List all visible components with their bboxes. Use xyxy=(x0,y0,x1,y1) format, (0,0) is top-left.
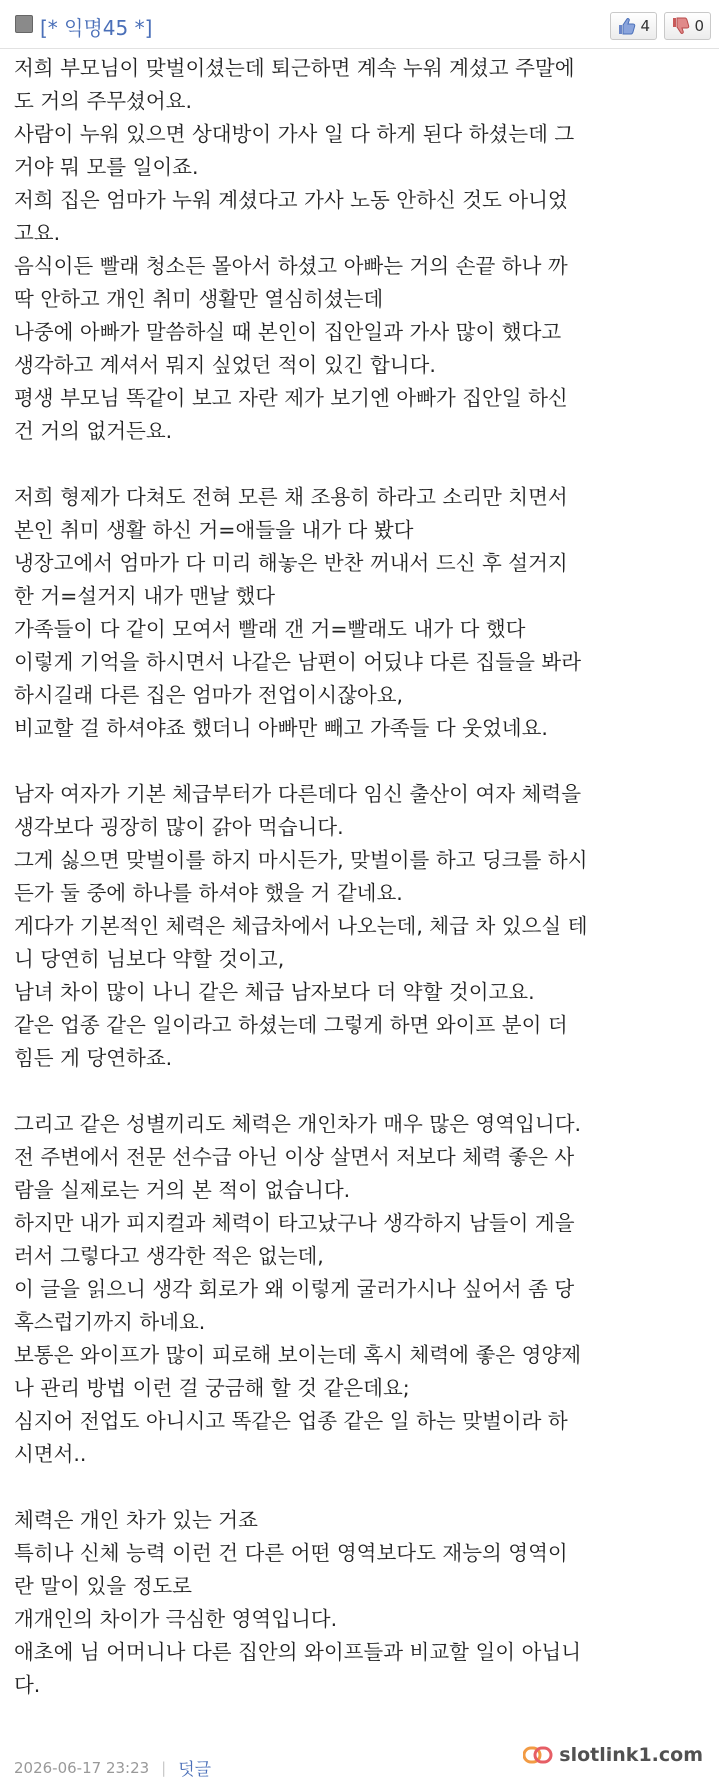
checkbox-icon[interactable] xyxy=(15,15,33,33)
post-footer xyxy=(14,1755,211,1780)
body-line: 든가 둘 중에 하나를 하셔야 했을 거 같네요. xyxy=(14,881,403,905)
body-line: 란 말이 있을 정도로 xyxy=(14,1574,192,1598)
body-line: 혹스럽기까지 하네요. xyxy=(14,1310,206,1334)
body-line: 특히나 신체 능력 이런 건 다른 어떤 영역보다도 재능의 영역이 xyxy=(14,1541,568,1565)
body-line: 남자 여자가 기본 체급부터가 다른데다 임신 출산이 여자 체력을 xyxy=(14,782,582,806)
body-line: 시면서.. xyxy=(14,1442,87,1466)
body-line: 본인 취미 생활 하신 거=애들을 내가 다 봤다 xyxy=(14,518,414,542)
body-line: 고요. xyxy=(14,221,61,245)
reply-link[interactable]: 덧글 xyxy=(178,1760,212,1780)
body-line xyxy=(14,448,714,481)
body-line: 체력은 개인 차가 있는 거죠 xyxy=(14,1508,258,1532)
post-body xyxy=(14,52,714,1702)
upvote-count: 4 xyxy=(640,17,650,35)
body-line: 냉장고에서 엄마가 다 미리 해놓은 반찬 꺼내서 드신 후 설거지 xyxy=(14,551,568,575)
body-line: 러서 그렇다고 생각한 적은 없는데, xyxy=(14,1244,324,1268)
body-line: 나 관리 방법 이런 걸 궁금해 할 것 같은데요; xyxy=(14,1376,410,1400)
body-line: 평생 부모님 똑같이 보고 자란 제가 보기엔 아빠가 집안일 하신 xyxy=(14,386,568,410)
body-line: 하지만 내가 피지컬과 체력이 타고났구나 생각하지 남들이 게을 xyxy=(14,1211,575,1235)
body-line: 딱 안하고 개인 취미 생활만 열심히셨는데 xyxy=(14,287,384,311)
body-line: 보통은 와이프가 많이 피로해 보이는데 혹시 체력에 좋은 영양제 xyxy=(14,1343,582,1367)
watermark xyxy=(523,1744,703,1766)
body-line: 하시길래 다른 집은 엄마가 전업이시잖아요, xyxy=(14,683,404,707)
footer-separator: | xyxy=(161,1758,167,1777)
body-line: 개개인의 차이가 극심한 영역입니다. xyxy=(14,1607,338,1631)
body-line: 전 주변에서 전문 선수급 아닌 이상 살면서 저보다 체력 좋은 사 xyxy=(14,1145,575,1169)
body-line: 이렇게 기억을 하시면서 나같은 남편이 어딨냐 다른 집들을 봐라 xyxy=(14,650,582,674)
link-logo-icon xyxy=(523,1745,553,1765)
body-line: 니 당연히 님보다 약할 것이고, xyxy=(14,947,285,971)
body-line: 이 글을 읽으니 생각 회로가 왜 이렇게 굴러가시나 싶어서 좀 당 xyxy=(14,1277,575,1301)
thumbs-down-icon xyxy=(671,17,691,35)
body-line: 한 거=설거지 내가 맨날 했다 xyxy=(14,584,276,608)
body-line: 사람이 누워 있으면 상대방이 가사 일 다 하게 된다 하셨는데 그 xyxy=(14,122,575,146)
body-line: 애초에 님 어머니나 다른 집안의 와이프들과 비교할 일이 아닙니 xyxy=(14,1640,582,1664)
body-line: 나중에 아빠가 말씀하실 때 본인이 집안일과 가사 많이 했다고 xyxy=(14,320,562,344)
body-line: 심지어 전업도 아니시고 똑같은 업종 같은 일 하는 맞벌이라 하 xyxy=(14,1409,568,1433)
body-line: 음식이든 빨래 청소든 몰아서 하셨고 아빠는 거의 손끝 하나 까 xyxy=(14,254,568,278)
thumbs-up-icon xyxy=(617,17,637,35)
body-line: 힘든 게 당연하죠. xyxy=(14,1046,173,1070)
body-line: 도 거의 주무셨어요. xyxy=(14,89,192,113)
body-line xyxy=(14,1075,714,1108)
body-line: 저희 형제가 다쳐도 전혀 모른 채 조용히 하라고 소리만 치면서 xyxy=(14,485,568,509)
body-line: 저희 집은 엄마가 누워 계셨다고 가사 노동 안하신 것도 아니었 xyxy=(14,188,568,212)
upvote-button[interactable] xyxy=(610,12,657,40)
post-header xyxy=(14,8,711,42)
body-line: 가족들이 다 같이 모여서 빨래 갠 거=빨래도 내가 다 했다 xyxy=(14,617,526,641)
author-name[interactable]: [* 익명45 *] xyxy=(40,16,153,40)
body-line: 거야 뭐 모를 일이죠. xyxy=(14,155,199,179)
body-line: 그리고 같은 성별끼리도 체력은 개인차가 매우 많은 영역입니다. xyxy=(14,1112,582,1136)
body-line: 다. xyxy=(14,1673,41,1697)
watermark-text: slotlink1.com xyxy=(559,1744,703,1766)
header-divider xyxy=(0,48,719,49)
post-timestamp: 2026-06-17 23:23 xyxy=(14,1758,150,1777)
body-line: 건 거의 없거든요. xyxy=(14,419,173,443)
body-line: 같은 업종 같은 일이라고 하셨는데 그렇게 하면 와이프 분이 더 xyxy=(14,1013,568,1037)
body-line: 생각하고 계셔서 뭐지 싶었던 적이 있긴 합니다. xyxy=(14,353,436,377)
body-line: 저희 부모님이 맞벌이셨는데 퇴근하면 계속 누워 계셨고 주말에 xyxy=(14,56,575,80)
body-line: 남녀 차이 많이 나니 같은 체급 남자보다 더 약할 것이고요. xyxy=(14,980,535,1004)
body-line: 게다가 기본적인 체력은 체급차에서 나오는데, 체급 차 있으실 테 xyxy=(14,914,588,938)
body-line: 람을 실제로는 거의 본 적이 없습니다. xyxy=(14,1178,351,1202)
body-line: 생각보다 굉장히 많이 갉아 먹습니다. xyxy=(14,815,344,839)
body-line: 그게 싫으면 맞벌이를 하지 마시든가, 맞벌이를 하고 딩크를 하시 xyxy=(14,848,588,872)
body-line xyxy=(14,1471,714,1504)
downvote-button[interactable] xyxy=(664,12,711,40)
downvote-count: 0 xyxy=(694,17,704,35)
body-line xyxy=(14,745,714,778)
body-line: 비교할 걸 하셔야죠 했더니 아빠만 빼고 가족들 다 웃었네요. xyxy=(14,716,548,740)
